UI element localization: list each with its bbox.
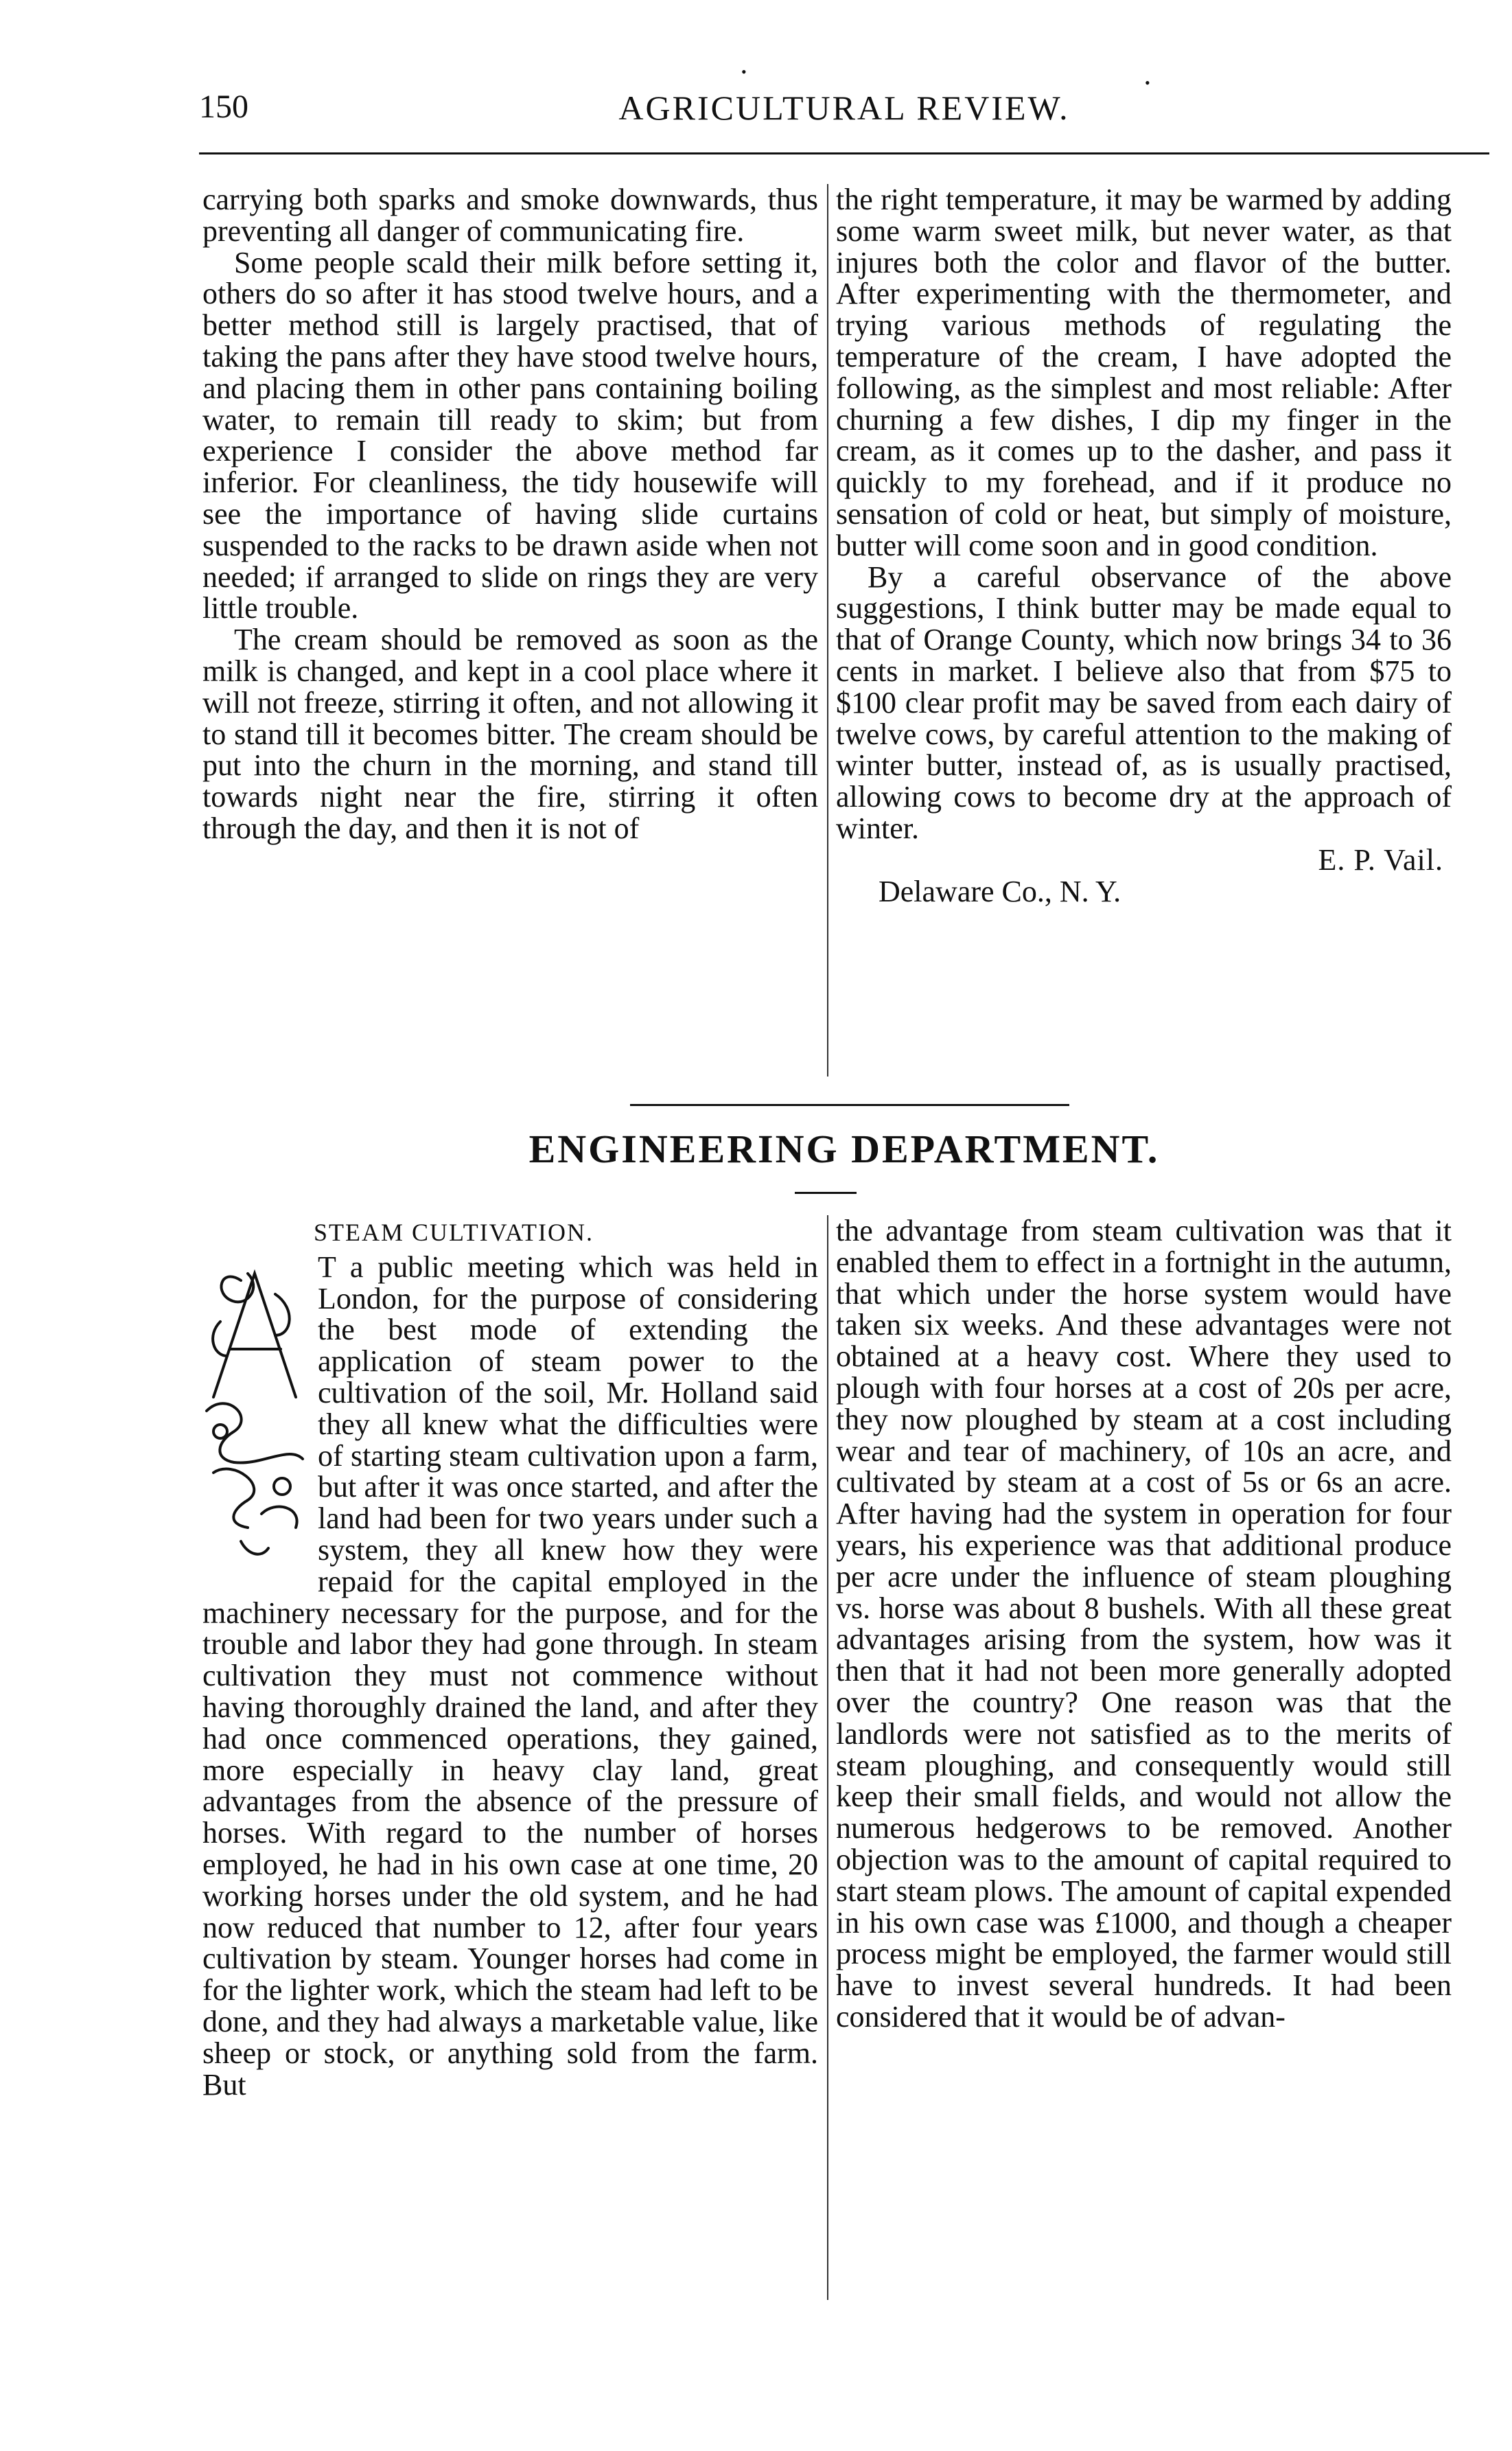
paragraph: The cream should be removed as soon as the milk is changed, and kept in a cool place where it will not freeze, stirring it often, and not allowing it to stand till it becomes bitter. The cream should be put into the churn in the morning, and stand till towards night near the fire, stirring it often through the day, and then it is not of [202, 623, 818, 845]
author-signature: E. P. Vail. [1318, 842, 1443, 877]
article-title: STEAM CULTIVATION. [314, 1219, 594, 1246]
paragraph: the advantage from steam cultivation was that it enabled them to effect in a fortnight in the autumn, that which under the horse system would have taken six weeks. And these advantages were not obtained at a heavy cost. Where they used to plough with four horses at a cost of 20s per acre, they now ploughed by steam at a cost including wear and tear of machinery, of 10s an acre, and cultivated by steam at a cost of 5s or 6s an acre. After having had the system in operation for four years, his experience was that additional produce per acre under the influence of steam ploughing vs. horse was about 8 bushels. With all these great advantages arising from the system, how was it then that it had not been more generally adopted over the country? One reason was that the landlords were not satisfied as to the merits of steam ploughing, and consequently would still keep their small fields, and would not allow the numerous hedgerows to be removed. Another objection was to the amount of capital required to start steam plows. The amount of capital expended in his own case was £1000, and though a cheaper process might be employed, the farmer would still have to invest several hundreds. It had been considered that it would be of advan- [836, 1214, 1452, 2034]
section-dash [795, 1192, 857, 1194]
paragraph: By a careful observance of the above suggestions, I think butter may be made equal to that of Orange County, which now brings 34 to 36 cents in market. I believe also that from $75 to $100 clear profit may be saved from each dairy of twelve cows, by careful attention to the making of winter butter, instead of, as is usually practised, allowing cows to become dry at the approach of winter. [836, 560, 1452, 845]
article-left-column [202, 1217, 818, 2100]
dateline-place: Delaware Co., N. Y. [879, 874, 1121, 908]
section-title: ENGINEERING DEPARTMENT. [528, 1127, 1160, 1171]
paragraph: T a public meeting which was held in London, for the purpose of considering the best mode of extending the application of steam power to the cultivation of the soil, Mr. Holland said they all knew what the difficulties were of starting steam cultivation upon a farm, but after it was once started, and after the land had been for two years under such a system, they all knew how they were repaid for the capital employed in the machinery necessary for the purpose, and for the trouble and labor they had gone through. In steam cultivation they must not commence without having thoroughly drained the land, and after they had once commenced operations, they gained, more especially in heavy clay land, great advantages from the absence of the pressure of horses. With regard to the number of horses employed, he had in his own case at one time, 20 working horses under the old system, and he had now reduced that number to 12, after four years cultivation by steam. Younger horses had come in for the lighter work, which the steam had left to be done, and they had always a marketable value, like sheep or stock, or anything sold from the farm. But [202, 1250, 818, 2102]
column-divider [827, 1215, 828, 2300]
top-right-column [836, 184, 1452, 907]
article-right-column [836, 1215, 1452, 2033]
paragraph: Some people scald their milk before setting it, others do so after it has stood twelve hours, and a better method still is largely practised, that of taking the pans after they have stood twelve hours, and placing them in other pans containing boiling water, to remain till ready to skim; but from experience I consider the above method far inferior. For cleanliness, the tidy housewife will see the importance of having slide curtains suspended to the racks to be drawn aside when not needed; if arranged to slide on rings they are very little trouble. [202, 245, 818, 625]
paragraph: the right temperature, it may be warmed by adding some warm sweet milk, but never water, as that injures both the color and flavor of the butter. After experimenting with the thermometer, and trying various methods of regulating the temperature of the cream, I have adopted the following, as the simplest and most reliable: After churning a few dishes, I dip my finger in the cream, as it comes up to the dasher, and pass it quickly to my forehead, and if it produce no sensation of cold or heat, but simply of moisture, butter will come soon and in good condition. [836, 183, 1452, 562]
signature-line [836, 844, 1452, 876]
page-number: 150 [199, 89, 248, 125]
page-header [199, 88, 1489, 136]
ornamental-initial-a-icon [200, 1253, 310, 1566]
print-speck: • [741, 63, 747, 80]
running-head: AGRICULTURAL REVIEW. [618, 89, 1070, 127]
section-rule [630, 1104, 1069, 1106]
top-left-column [202, 184, 818, 844]
paragraph: carrying both sparks and smoke downwards, thus preventing all danger of communicating fire. [202, 183, 818, 248]
print-speck: • [1145, 74, 1150, 91]
column-divider [827, 184, 828, 1077]
header-rule [199, 152, 1489, 154]
